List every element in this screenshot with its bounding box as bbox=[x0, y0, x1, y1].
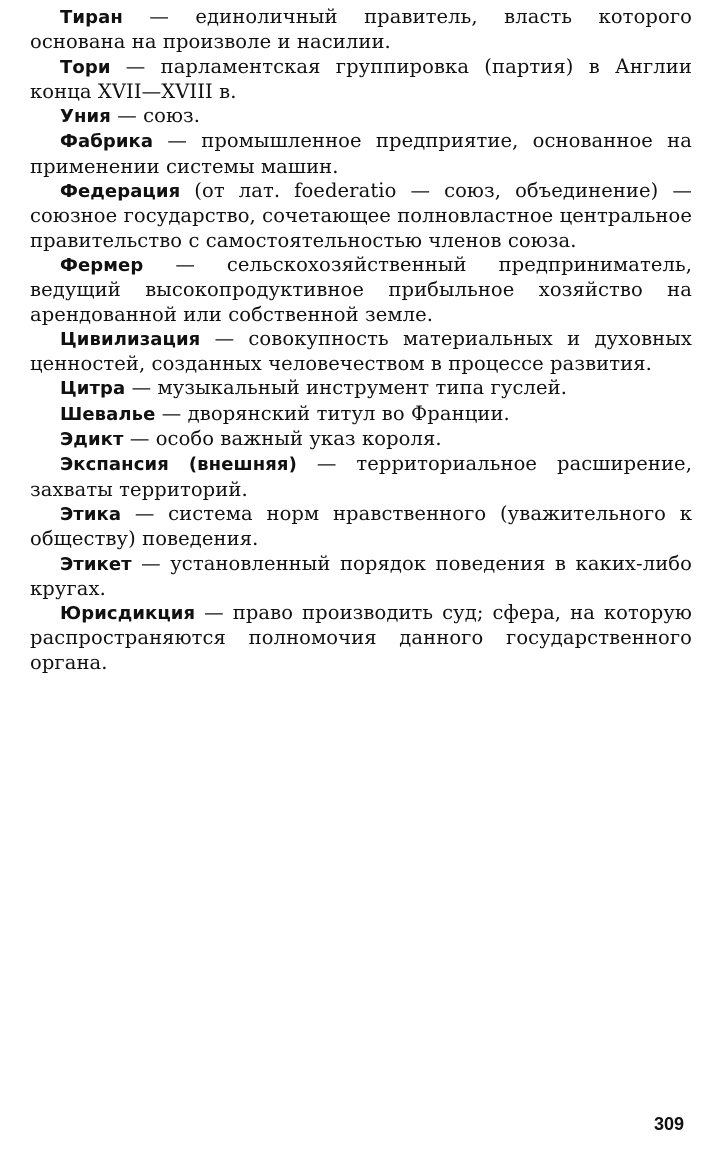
glossary-term: Уния bbox=[60, 106, 111, 128]
glossary-entry bbox=[30, 104, 692, 129]
glossary-definition: — совокупность материальных и духовных ценностей, созданных человечеством в процессе развития. bbox=[30, 326, 692, 376]
glossary-entry bbox=[30, 55, 692, 105]
glossary-term: Этика bbox=[60, 503, 122, 525]
glossary-term: Цивилизация bbox=[60, 328, 201, 350]
glossary-entry bbox=[30, 129, 692, 179]
glossary-definition: — установленный порядок поведения в каких-либо кругах. bbox=[30, 551, 692, 600]
glossary-term: Юрисдикция bbox=[60, 603, 196, 625]
glossary bbox=[30, 5, 692, 675]
glossary-definition: — парламентская группировка (партия) в Англии конца XVII—XVIII в. bbox=[30, 54, 692, 103]
glossary-entry bbox=[30, 552, 692, 602]
glossary-term: Эдикт bbox=[60, 429, 124, 451]
glossary-definition: — территориальное расширение, захваты территорий. bbox=[30, 452, 692, 501]
glossary-term: Федерация bbox=[60, 181, 181, 203]
glossary-definition: — промышленное предприятие, основанное на применении системы машин. bbox=[30, 129, 692, 178]
glossary-term: Шевалье bbox=[60, 403, 156, 425]
glossary-definition: — сельскохозяйственный предприниматель, ведущий высокопродуктивное прибыльное хозяйство на арендованной или собственной земле. bbox=[30, 252, 692, 326]
glossary-definition: — особо важный указ короля. bbox=[123, 427, 442, 451]
glossary-definition: (от лат. foederatio — союз, объединение) — союзное государство, сочетающее полновластное центральное правительство с самостоятельностью членов союза. bbox=[30, 179, 692, 252]
glossary-definition: — дворянский титул во Франции. bbox=[155, 401, 510, 425]
page-number: 309 bbox=[654, 1114, 685, 1134]
glossary-term: Этикет bbox=[60, 553, 132, 575]
glossary-entry bbox=[30, 502, 692, 552]
glossary-entry bbox=[30, 179, 692, 253]
glossary-entry bbox=[30, 5, 692, 55]
glossary-definition: — система норм нравственного (уважительного к обществу) поведения. bbox=[30, 501, 692, 551]
glossary-entry bbox=[30, 327, 692, 377]
glossary-term: Экспансия (внешняя) bbox=[60, 454, 297, 476]
glossary-term: Цитра bbox=[60, 378, 126, 400]
glossary-definition: — единоличный правитель, власть которого основана на произволе и насилии. bbox=[30, 5, 692, 54]
glossary-term: Фермер bbox=[60, 254, 144, 276]
glossary-term: Тиран bbox=[60, 7, 123, 28]
glossary-term: Фабрика bbox=[60, 131, 154, 153]
glossary-entry bbox=[30, 402, 692, 427]
glossary-entry bbox=[30, 427, 692, 452]
glossary-entry bbox=[30, 601, 692, 675]
glossary-entry bbox=[30, 452, 692, 502]
glossary-entry bbox=[30, 253, 692, 327]
glossary-definition: — право производить суд; сфера, на которую распространяются полномочия данного государственного органа. bbox=[30, 601, 692, 674]
glossary-definition: — музыкальный инструмент типа гуслей. bbox=[125, 376, 567, 400]
glossary-entry bbox=[30, 376, 692, 401]
glossary-term: Тори bbox=[60, 56, 111, 78]
glossary-definition: — союз. bbox=[110, 104, 201, 128]
